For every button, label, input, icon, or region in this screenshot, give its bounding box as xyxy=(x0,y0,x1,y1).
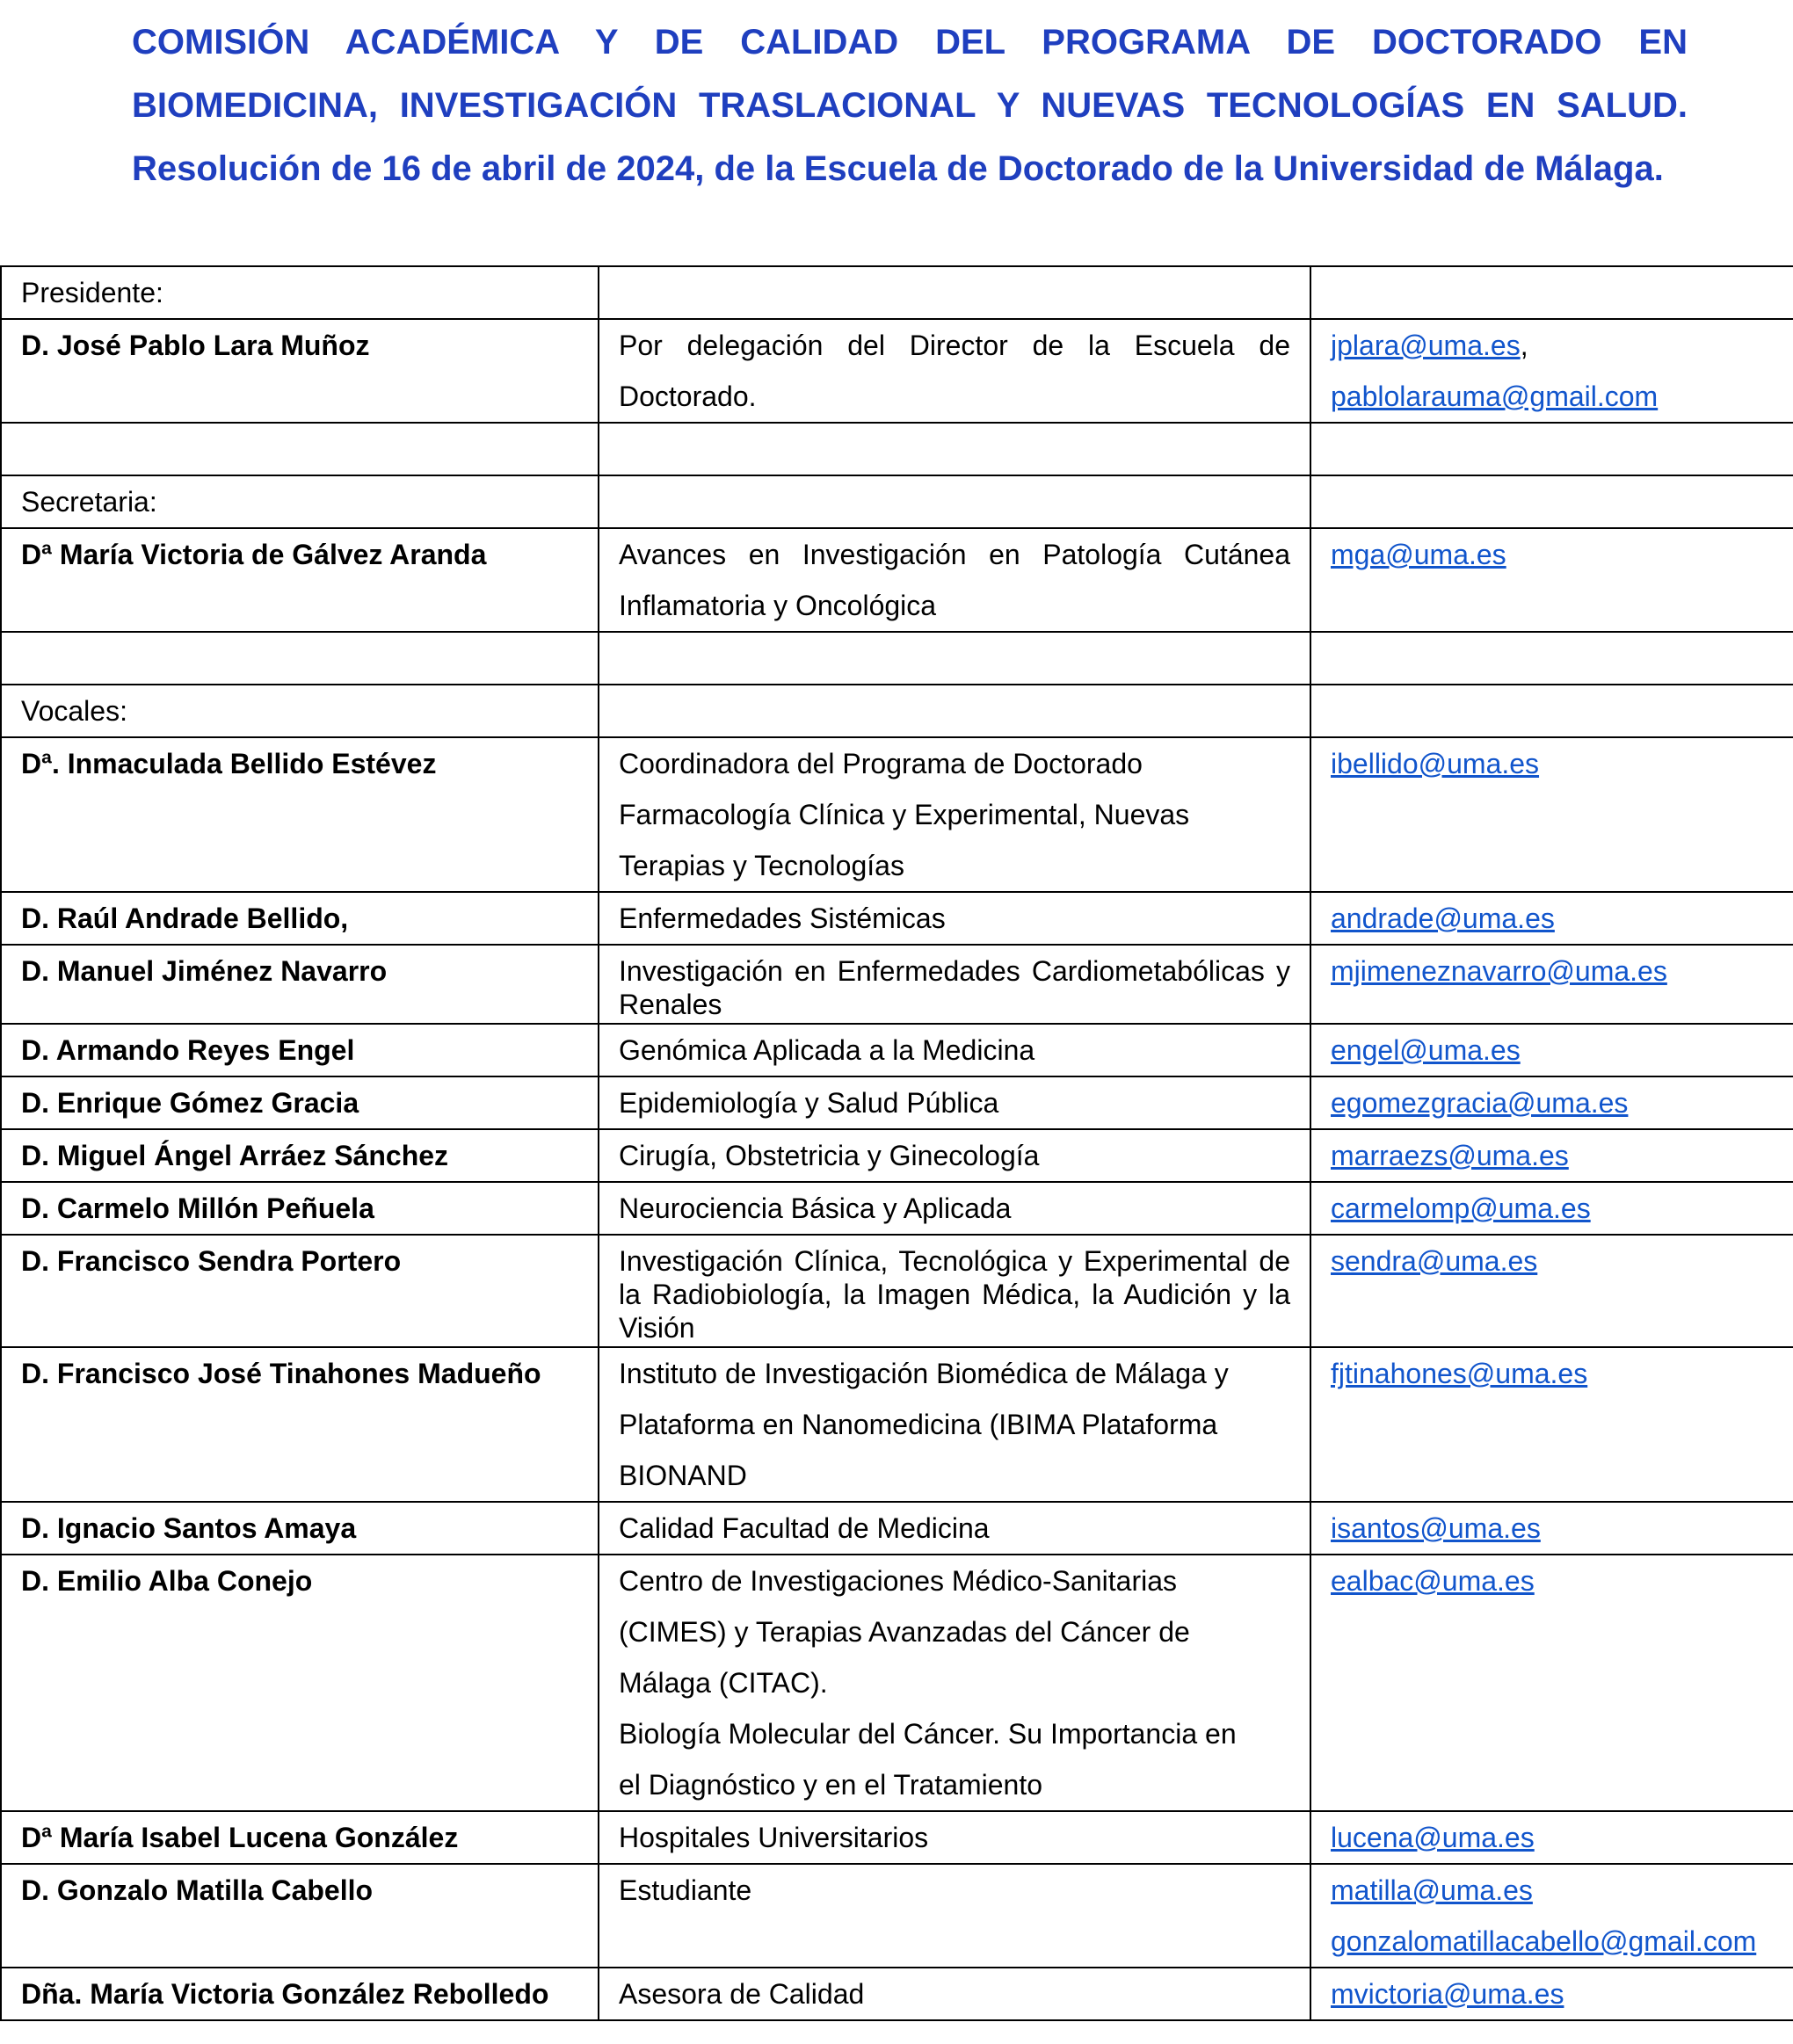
table-row xyxy=(1,1235,1793,1347)
table-row xyxy=(1,1182,1793,1235)
member-name: D. José Pablo Lara Muñoz xyxy=(1,319,599,423)
email-link[interactable]: andrade@uma.es xyxy=(1331,902,1555,934)
section-label: Presidente: xyxy=(1,266,599,319)
member-name: D. Enrique Gómez Gracia xyxy=(1,1076,599,1129)
member-role: Investigación Clínica, Tecnológica y Experimental de la Radiobiología, la Imagen Médica, la Audición y la Visión xyxy=(599,1235,1310,1347)
email-link[interactable]: egomezgracia@uma.es xyxy=(1331,1087,1629,1119)
document-title xyxy=(132,11,1688,200)
member-role: Enfermedades Sistémicas xyxy=(599,892,1310,945)
spacer-row xyxy=(1,423,1793,475)
member-role: Coordinadora del Programa de Doctorado Farmacología Clínica y Experimental, Nuevas Terapias y Tecnologías xyxy=(599,737,1310,892)
member-name: Dña. María Victoria González Rebolledo xyxy=(1,1968,599,2020)
member-email-cell xyxy=(1310,1347,1793,1502)
member-email-cell xyxy=(1310,1968,1793,2020)
email-link[interactable]: isantos@uma.es xyxy=(1331,1512,1541,1544)
member-email-cell xyxy=(1310,892,1793,945)
member-role: Calidad Facultad de Medicina xyxy=(599,1502,1310,1555)
table-row xyxy=(1,1129,1793,1182)
email-link[interactable]: sendra@uma.es xyxy=(1331,1245,1538,1277)
member-role: Cirugía, Obstetricia y Ginecología xyxy=(599,1129,1310,1182)
email-link[interactable]: jplara@uma.es xyxy=(1331,330,1521,361)
committee-table xyxy=(0,265,1793,2021)
section-row-presidente xyxy=(1,266,1793,319)
email-link[interactable]: mvictoria@uma.es xyxy=(1331,1978,1564,2010)
table-row xyxy=(1,1555,1793,1811)
member-email-cell xyxy=(1310,528,1793,632)
section-label: Secretaria: xyxy=(1,475,599,528)
email-link[interactable]: carmelomp@uma.es xyxy=(1331,1192,1591,1224)
table-row xyxy=(1,1811,1793,1864)
member-role: Genómica Aplicada a la Medicina xyxy=(599,1024,1310,1076)
member-email-cell xyxy=(1310,1129,1793,1182)
member-name: Dª María Isabel Lucena González xyxy=(1,1811,599,1864)
table-row xyxy=(1,1076,1793,1129)
table-row xyxy=(1,1024,1793,1076)
title-line-1: COMISIÓN ACADÉMICA Y DE CALIDAD DEL PROGRAMA DE DOCTORADO EN xyxy=(132,23,1688,62)
member-name: D. Emilio Alba Conejo xyxy=(1,1555,599,1811)
member-email-cell xyxy=(1310,945,1793,1024)
member-role: Investigación en Enfermedades Cardiometabólicas y Renales xyxy=(599,945,1310,1024)
member-name: D. Francisco Sendra Portero xyxy=(1,1235,599,1347)
member-email-cell xyxy=(1310,1235,1793,1347)
table-row xyxy=(1,1968,1793,2020)
section-row-vocales xyxy=(1,685,1793,737)
member-email-cell xyxy=(1310,1864,1793,1968)
table-row xyxy=(1,1502,1793,1555)
resolution-line: Resolución de 16 de abril de 2024, de la Escuela de Doctorado de la Universidad de Málaga. xyxy=(132,149,1664,188)
table-row xyxy=(1,319,1793,423)
table-row xyxy=(1,945,1793,1024)
email-link[interactable]: ealbac@uma.es xyxy=(1331,1565,1535,1597)
member-email-cell xyxy=(1310,1502,1793,1555)
member-email-cell: jplara@uma.es, pablolarauma@gmail.com xyxy=(1310,319,1793,423)
table-row xyxy=(1,1347,1793,1502)
member-email-cell xyxy=(1310,737,1793,892)
section-label: Vocales: xyxy=(1,685,599,737)
member-role: Estudiante xyxy=(599,1864,1310,1968)
email-link[interactable]: matilla@uma.es xyxy=(1331,1874,1533,1906)
member-name: D. Manuel Jiménez Navarro xyxy=(1,945,599,1024)
member-name: Dª. Inmaculada Bellido Estévez xyxy=(1,737,599,892)
email-link[interactable]: lucena@uma.es xyxy=(1331,1822,1535,1853)
member-email-cell xyxy=(1310,1024,1793,1076)
email-link[interactable]: gonzalomatillacabello@gmail.com xyxy=(1331,1925,1757,1957)
member-name: D. Raúl Andrade Bellido, xyxy=(1,892,599,945)
member-role: Centro de Investigaciones Médico-Sanitarias (CIMES) y Terapias Avanzadas del Cáncer de Málaga (CITAC). Biología Molecular del Cáncer. Su Importancia en el Diagnóstico y en el Tratamiento xyxy=(599,1555,1310,1811)
email-link[interactable]: mga@uma.es xyxy=(1331,539,1506,570)
spacer-row xyxy=(1,632,1793,685)
member-email-cell xyxy=(1310,1555,1793,1811)
member-email-cell xyxy=(1310,1811,1793,1864)
member-name: D. Carmelo Millón Peñuela xyxy=(1,1182,599,1235)
member-name: D. Gonzalo Matilla Cabello xyxy=(1,1864,599,1968)
table-row xyxy=(1,528,1793,632)
email-link[interactable]: pablolarauma@gmail.com xyxy=(1331,381,1659,412)
member-role: Epidemiología y Salud Pública xyxy=(599,1076,1310,1129)
member-role: Por delegación del Director de la Escuela de Doctorado. xyxy=(599,319,1310,423)
member-name: Dª María Victoria de Gálvez Aranda xyxy=(1,528,599,632)
email-link[interactable]: ibellido@uma.es xyxy=(1331,748,1540,779)
table-row xyxy=(1,892,1793,945)
member-name: D. Francisco José Tinahones Madueño xyxy=(1,1347,599,1502)
email-link[interactable]: marraezs@uma.es xyxy=(1331,1140,1569,1171)
member-role: Avances en Investigación en Patología Cutánea Inflamatoria y Oncológica xyxy=(599,528,1310,632)
title-line-2: BIOMEDICINA, INVESTIGACIÓN TRASLACIONAL Y NUEVAS TECNOLOGÍAS EN SALUD. xyxy=(132,86,1688,125)
member-name: D. Armando Reyes Engel xyxy=(1,1024,599,1076)
member-email-cell xyxy=(1310,1182,1793,1235)
member-email-cell xyxy=(1310,1076,1793,1129)
table-row xyxy=(1,1864,1793,1968)
member-role: Hospitales Universitarios xyxy=(599,1811,1310,1864)
member-role: Instituto de Investigación Biomédica de Málaga y Plataforma en Nanomedicina (IBIMA Plataforma BIONAND xyxy=(599,1347,1310,1502)
section-row-secretaria xyxy=(1,475,1793,528)
member-name: D. Miguel Ángel Arráez Sánchez xyxy=(1,1129,599,1182)
email-link[interactable]: mjimeneznavarro@uma.es xyxy=(1331,955,1667,987)
member-name: D. Ignacio Santos Amaya xyxy=(1,1502,599,1555)
table-row xyxy=(1,737,1793,892)
member-role: Asesora de Calidad xyxy=(599,1968,1310,2020)
member-role: Neurociencia Básica y Aplicada xyxy=(599,1182,1310,1235)
email-link[interactable]: fjtinahones@uma.es xyxy=(1331,1358,1588,1389)
email-link[interactable]: engel@uma.es xyxy=(1331,1034,1521,1066)
